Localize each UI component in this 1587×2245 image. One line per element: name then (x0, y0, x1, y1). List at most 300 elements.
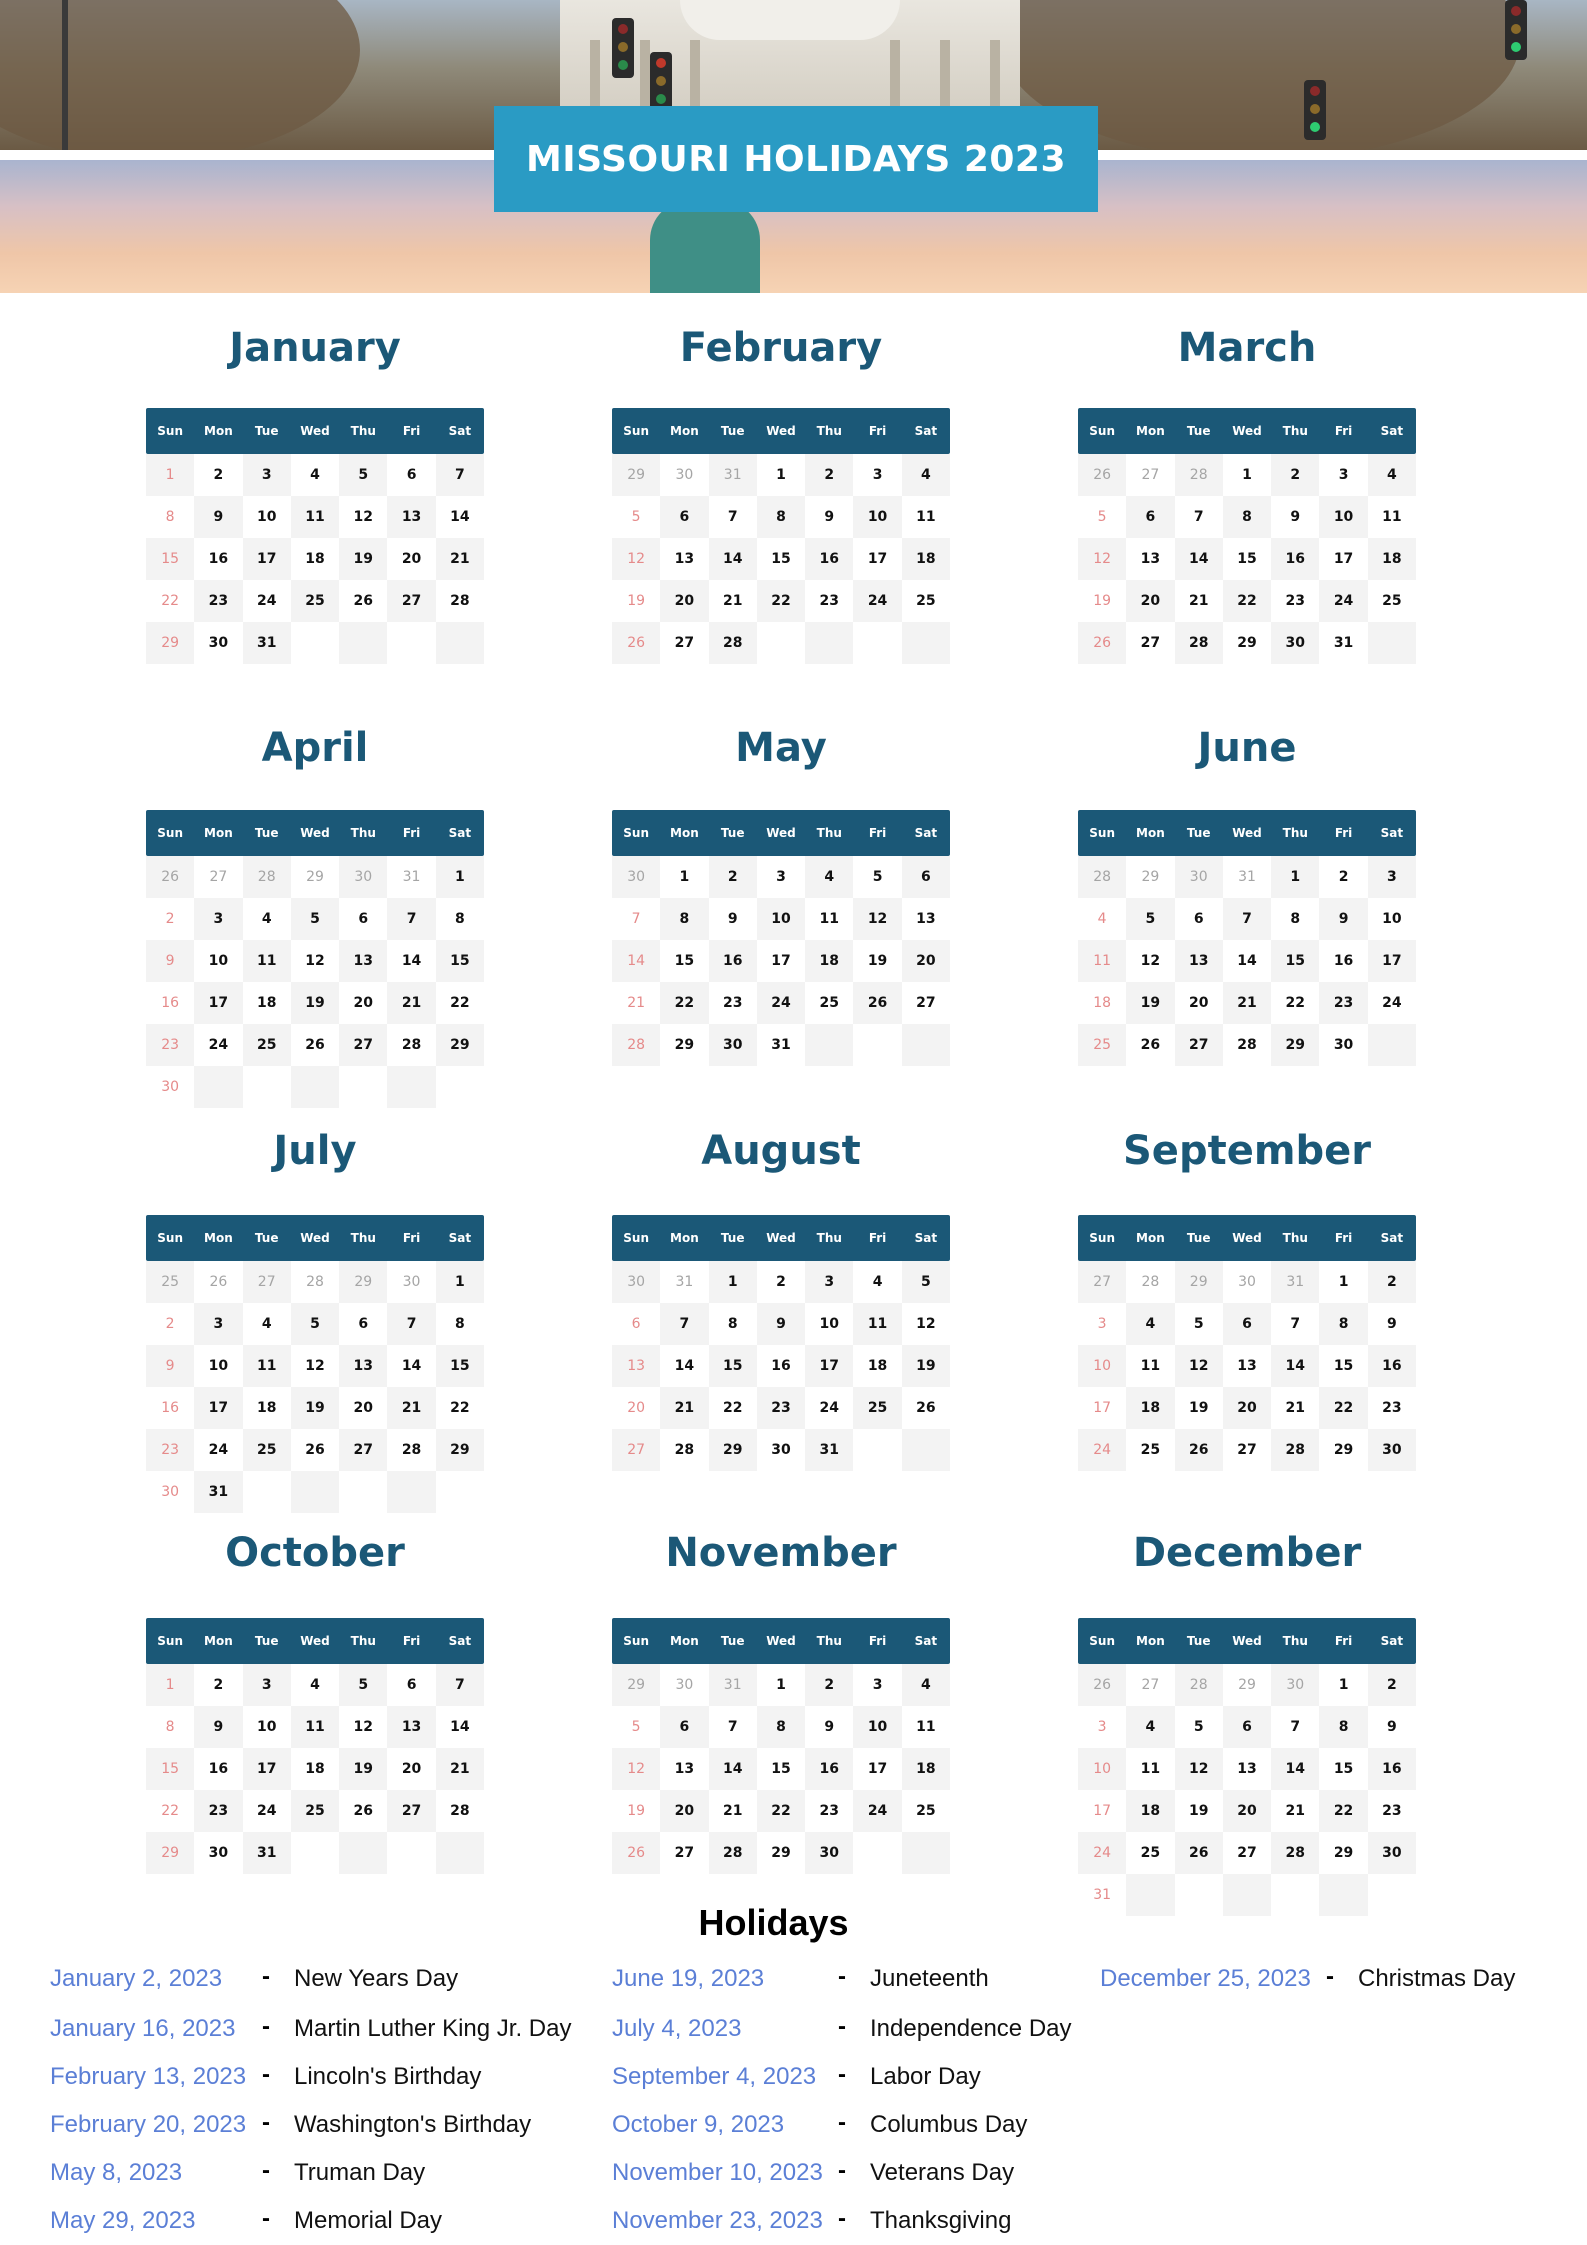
day-cell: 6 (1126, 496, 1174, 538)
day-cell: 9 (194, 1706, 242, 1748)
day-cell: 19 (339, 1748, 387, 1790)
weekday-label: Mon (670, 424, 699, 438)
day-cell: 6 (406, 467, 417, 483)
holiday-date: February 13, 2023 (50, 2063, 247, 2090)
day-cell: 26 (209, 1274, 228, 1290)
empty-cell (291, 1832, 339, 1874)
holiday-row (612, 2062, 1130, 2092)
day-grid (612, 454, 950, 664)
day-cell: 26 (1175, 1429, 1223, 1471)
weekday-label: Mon (204, 826, 233, 840)
day-cell: 20 (902, 940, 950, 982)
separator-dash: - (262, 1963, 270, 1990)
weekday-header (1078, 810, 1416, 856)
day-cell: 3 (243, 1664, 291, 1706)
month-name: May (735, 725, 827, 771)
day-cell: 30 (612, 1261, 660, 1303)
day-cell: 14 (401, 1358, 422, 1374)
holiday-name: Truman Day (294, 2159, 426, 2186)
day-cell: 2 (213, 467, 224, 483)
day-cell: 28 (401, 1037, 422, 1053)
day-cell: 23 (1319, 982, 1367, 1024)
day-cell: 24 (853, 1790, 901, 1832)
day-cell: 30 (208, 635, 229, 651)
day-cell: 28 (1141, 1274, 1160, 1290)
day-cell: 31 (709, 454, 757, 496)
day-cell: 20 (353, 1400, 374, 1416)
traffic-light-icon (1505, 0, 1527, 60)
day-cell: 21 (1223, 982, 1271, 1024)
weekday-label: Sun (623, 826, 649, 840)
day-cell: 19 (627, 593, 646, 609)
empty-cell (387, 1832, 435, 1874)
month-june (1078, 720, 1416, 1053)
day-cell: 12 (853, 898, 901, 940)
empty-cell (339, 1832, 387, 1874)
day-cell: 8 (454, 911, 465, 927)
day-cell: 13 (1140, 551, 1161, 567)
day-cell: 31 (1333, 635, 1354, 651)
day-cell: 12 (916, 1316, 936, 1332)
day-cell: 26 (1140, 1037, 1161, 1053)
day-cell: 19 (291, 1387, 339, 1429)
day-cell: 21 (627, 995, 646, 1011)
day-cell: 8 (1319, 1303, 1367, 1345)
day-cell: 12 (353, 1719, 374, 1735)
month-table (146, 1215, 484, 1513)
weekday-label: Sat (1380, 1231, 1404, 1245)
empty-cell (853, 1024, 901, 1066)
month-january (146, 320, 484, 651)
day-cell: 16 (1271, 538, 1319, 580)
day-cell: 9 (1319, 898, 1367, 940)
empty-cell (853, 1429, 901, 1471)
day-cell: 3 (872, 467, 883, 483)
day-cell: 13 (1237, 1761, 1257, 1777)
day-cell: 19 (1188, 1400, 1209, 1416)
weekday-header (612, 408, 950, 454)
header-banner (0, 0, 1587, 293)
holiday-row (50, 2158, 554, 2188)
day-cell: 27 (674, 635, 695, 651)
day-cell: 13 (387, 1706, 435, 1748)
weekday-label: Tue (1186, 1231, 1211, 1245)
month-table (1078, 1215, 1416, 1471)
day-cell: 14 (1175, 538, 1223, 580)
day-cell: 5 (872, 869, 883, 885)
day-cell: 20 (660, 580, 708, 622)
day-cell: 12 (612, 1748, 660, 1790)
day-cell: 30 (161, 1484, 180, 1500)
day-cell: 14 (709, 538, 757, 580)
day-cell: 8 (727, 1316, 738, 1332)
day-cell: 15 (1333, 1761, 1354, 1777)
traffic-light-icon (612, 18, 634, 78)
weekday-label: Wed (1232, 826, 1262, 840)
day-cell: 16 (805, 538, 853, 580)
empty-cell (853, 622, 901, 664)
day-cell: 10 (256, 509, 277, 525)
weekday-label: Tue (254, 826, 279, 840)
day-cell: 31 (1271, 1261, 1319, 1303)
weekday-label: Mon (1136, 1634, 1165, 1648)
day-cell: 31 (771, 1037, 791, 1053)
day-cell: 13 (339, 940, 387, 982)
weekday-label: Sat (448, 1634, 472, 1648)
day-cell: 17 (1093, 1400, 1112, 1416)
day-cell: 19 (1188, 1803, 1209, 1819)
day-cell: 25 (819, 995, 840, 1011)
day-cell: 25 (291, 580, 339, 622)
weekday-header (1078, 408, 1416, 454)
day-cell: 10 (208, 1358, 229, 1374)
weekday-label: Wed (300, 1634, 330, 1648)
day-cell: 8 (757, 496, 805, 538)
day-cell: 2 (805, 454, 853, 496)
day-cell: 1 (1338, 1677, 1349, 1693)
day-cell: 12 (1078, 538, 1126, 580)
day-cell: 30 (1333, 1037, 1354, 1053)
day-cell: 23 (146, 1024, 194, 1066)
day-cell: 29 (709, 1429, 757, 1471)
weekday-label: Sat (448, 424, 472, 438)
day-cell: 2 (1271, 454, 1319, 496)
separator-dash: - (838, 2013, 846, 2040)
month-august (612, 1123, 950, 1458)
day-cell: 25 (243, 1429, 291, 1471)
month-december (1078, 1525, 1416, 1903)
empty-cell (387, 622, 435, 664)
weekday-header (146, 1618, 484, 1664)
separator-dash: - (1326, 1963, 1334, 1990)
day-cell: 1 (436, 856, 484, 898)
day-cell: 3 (872, 1677, 883, 1693)
day-cell: 30 (402, 1274, 421, 1290)
day-cell: 10 (757, 898, 805, 940)
month-may (612, 720, 950, 1053)
day-cell: 12 (612, 538, 660, 580)
day-cell: 21 (1285, 1400, 1306, 1416)
day-cell: 27 (1140, 635, 1161, 651)
empty-cell (436, 1832, 484, 1874)
day-cell: 29 (436, 1024, 484, 1066)
day-cell: 4 (902, 454, 950, 496)
weekday-label: Mon (204, 1634, 233, 1648)
day-cell: 29 (1333, 1845, 1354, 1861)
day-cell: 17 (194, 1387, 242, 1429)
day-cell: 14 (1271, 1748, 1319, 1790)
day-cell: 25 (916, 1803, 936, 1819)
day-cell: 29 (1271, 1024, 1319, 1066)
day-cell: 25 (1140, 1442, 1161, 1458)
day-cell: 8 (1290, 911, 1301, 927)
weekday-label: Fri (1334, 1634, 1353, 1648)
day-cell: 11 (1140, 1358, 1161, 1374)
holiday-name: Martin Luther King Jr. Day (294, 2015, 572, 2042)
day-cell: 16 (208, 551, 229, 567)
holiday-date: November 23, 2023 (612, 2207, 823, 2234)
weekday-label: Mon (1136, 1231, 1165, 1245)
day-cell: 28 (450, 1803, 470, 1819)
weekday-header (1078, 1618, 1416, 1664)
day-cell: 26 (353, 593, 374, 609)
day-cell: 26 (1078, 622, 1126, 664)
day-cell: 10 (819, 1316, 840, 1332)
day-cell: 30 (339, 856, 387, 898)
day-cell: 7 (436, 1664, 484, 1706)
day-cell: 23 (194, 580, 242, 622)
day-cell: 20 (1223, 1387, 1271, 1429)
holiday-row (612, 2014, 1130, 2044)
holiday-name: Labor Day (870, 2063, 981, 2090)
day-cell: 22 (450, 1400, 470, 1416)
holiday-row (50, 2062, 554, 2092)
weekday-label: Thu (350, 826, 376, 840)
day-cell: 5 (291, 1303, 339, 1345)
day-cell: 20 (1223, 1790, 1271, 1832)
day-cell: 6 (1193, 911, 1204, 927)
day-cell: 25 (1382, 593, 1402, 609)
month-october (146, 1525, 484, 1861)
weekday-label: Tue (1186, 826, 1211, 840)
day-cell: 9 (757, 1303, 805, 1345)
day-cell: 6 (406, 1677, 417, 1693)
day-cell: 1 (146, 454, 194, 496)
day-cell: 29 (612, 1664, 660, 1706)
separator-dash: - (262, 2205, 270, 2232)
day-cell: 20 (1188, 995, 1209, 1011)
holiday-name: Washington's Birthday (294, 2111, 532, 2138)
day-cell: 24 (819, 1400, 840, 1416)
day-cell: 17 (1368, 940, 1416, 982)
day-cell: 18 (867, 1358, 888, 1374)
day-cell: 4 (805, 856, 853, 898)
day-cell: 10 (1319, 496, 1367, 538)
holiday-date: May 8, 2023 (50, 2159, 183, 2186)
holiday-name: Juneteenth (870, 1965, 989, 1992)
weekday-header (146, 1215, 484, 1261)
day-cell: 26 (612, 622, 660, 664)
day-cell: 7 (387, 898, 435, 940)
day-cell: 25 (146, 1261, 194, 1303)
weekday-label: Wed (1232, 1634, 1262, 1648)
day-grid (612, 856, 950, 1066)
day-cell: 2 (776, 1274, 786, 1290)
day-cell: 6 (902, 856, 950, 898)
day-cell: 15 (674, 953, 695, 969)
day-cell: 22 (722, 1400, 743, 1416)
empty-cell (902, 1832, 950, 1874)
day-cell: 16 (161, 995, 180, 1011)
day-cell: 27 (339, 1429, 387, 1471)
day-cell: 9 (146, 940, 194, 982)
day-cell: 10 (1078, 1748, 1126, 1790)
day-cell: 18 (1126, 1790, 1174, 1832)
day-cell: 26 (612, 1832, 660, 1874)
separator-dash: - (262, 2109, 270, 2136)
day-cell: 13 (339, 1345, 387, 1387)
day-cell: 15 (146, 1748, 194, 1790)
day-cell: 17 (1093, 1803, 1112, 1819)
page-title: MISSOURI HOLIDAYS 2023 (525, 138, 1067, 180)
holiday-row (612, 2158, 1130, 2188)
day-cell: 18 (305, 551, 325, 567)
day-cell: 7 (387, 1303, 435, 1345)
day-cell: 17 (771, 953, 791, 969)
day-cell: 18 (305, 1761, 325, 1777)
day-cell: 15 (771, 1761, 791, 1777)
holiday-date: September 4, 2023 (612, 2063, 817, 2090)
day-cell: 10 (208, 953, 229, 969)
day-cell: 28 (709, 622, 757, 664)
day-cell: 29 (306, 869, 324, 885)
holiday-row (50, 2206, 554, 2236)
day-cell: 29 (1141, 869, 1160, 885)
weekday-label: Fri (868, 424, 887, 438)
day-cell: 11 (243, 1345, 291, 1387)
holiday-row (50, 1964, 554, 1994)
day-cell: 18 (902, 538, 950, 580)
day-cell: 29 (146, 1832, 194, 1874)
day-cell: 1 (1242, 467, 1252, 483)
weekday-label: Fri (402, 1634, 421, 1648)
empty-cell (902, 1024, 950, 1066)
day-cell: 24 (256, 593, 277, 609)
day-cell: 8 (757, 1706, 805, 1748)
day-cell: 1 (1271, 856, 1319, 898)
day-cell: 9 (194, 496, 242, 538)
day-cell: 28 (1237, 1037, 1257, 1053)
weekday-label: Wed (766, 826, 796, 840)
day-cell: 12 (305, 1358, 325, 1374)
day-cell: 28 (1078, 856, 1126, 898)
day-cell: 20 (401, 551, 422, 567)
day-cell: 23 (194, 1790, 242, 1832)
day-grid (146, 454, 484, 664)
day-cell: 9 (824, 509, 835, 525)
day-cell: 25 (1140, 1845, 1161, 1861)
day-cell: 28 (1271, 1429, 1319, 1471)
weekday-label: Sun (157, 1231, 183, 1245)
day-cell: 3 (1097, 1719, 1107, 1735)
weekday-label: Thu (350, 1231, 376, 1245)
holiday-row (1100, 1964, 1587, 1994)
weekday-label: Sat (448, 1231, 472, 1245)
day-cell: 11 (1078, 940, 1126, 982)
day-cell: 3 (243, 454, 291, 496)
day-cell: 4 (310, 1677, 320, 1693)
day-cell: 30 (675, 467, 694, 483)
month-table (146, 408, 484, 664)
empty-cell (291, 1066, 339, 1108)
day-cell: 21 (387, 982, 435, 1024)
weekday-label: Sun (1089, 826, 1115, 840)
day-cell: 16 (1368, 1748, 1416, 1790)
holiday-name: New Years Day (294, 1965, 459, 1992)
weekday-label: Thu (816, 826, 842, 840)
day-cell: 4 (1368, 454, 1416, 496)
day-cell: 15 (1237, 551, 1257, 567)
month-name: November (665, 1530, 897, 1576)
empty-cell (387, 1471, 435, 1513)
holiday-date: July 4, 2023 (612, 2015, 742, 2042)
day-cell: 31 (194, 1471, 242, 1513)
day-cell: 29 (339, 1261, 387, 1303)
month-table (612, 1618, 950, 1874)
day-cell: 28 (401, 1442, 422, 1458)
weekday-label: Tue (254, 1231, 279, 1245)
day-grid (146, 1261, 484, 1513)
day-cell: 15 (1333, 1358, 1354, 1374)
holiday-name: Columbus Day (870, 2111, 1028, 2138)
day-cell: 18 (1368, 538, 1416, 580)
weekday-label: Thu (816, 424, 842, 438)
day-cell: 31 (675, 1274, 694, 1290)
day-cell: 15 (146, 538, 194, 580)
day-cell: 20 (660, 1790, 708, 1832)
day-cell: 27 (1141, 467, 1160, 483)
weekday-label: Fri (1334, 424, 1353, 438)
day-cell: 8 (1319, 1706, 1367, 1748)
day-cell: 3 (1338, 467, 1349, 483)
weekday-header (612, 1618, 950, 1664)
weekday-header (612, 810, 950, 856)
weekday-label: Mon (670, 1231, 699, 1245)
day-cell: 5 (902, 1261, 950, 1303)
holiday-date: May 29, 2023 (50, 2207, 196, 2234)
day-grid (146, 856, 484, 1108)
empty-cell (291, 1471, 339, 1513)
day-cell: 30 (1368, 1832, 1416, 1874)
empty-cell (902, 1429, 950, 1471)
weekday-label: Mon (1136, 424, 1165, 438)
day-cell: 30 (675, 1677, 694, 1693)
holiday-date: February 20, 2023 (50, 2111, 247, 2138)
day-cell: 17 (867, 1761, 888, 1777)
day-cell: 20 (353, 995, 374, 1011)
day-cell: 14 (612, 940, 660, 982)
day-cell: 6 (631, 1316, 641, 1332)
day-cell: 15 (1271, 940, 1319, 982)
day-cell: 26 (916, 1400, 936, 1416)
weekday-label: Sun (1089, 1231, 1115, 1245)
day-cell: 4 (310, 467, 320, 483)
day-cell: 16 (771, 1358, 791, 1374)
day-cell: 21 (436, 538, 484, 580)
day-cell: 21 (660, 1387, 708, 1429)
day-cell: 6 (1223, 1706, 1271, 1748)
empty-cell (436, 1471, 484, 1513)
weekday-label: Wed (766, 424, 796, 438)
separator-dash: - (838, 1963, 846, 1990)
weekday-label: Wed (766, 1231, 796, 1245)
day-cell: 31 (243, 622, 291, 664)
day-cell: 21 (722, 1803, 743, 1819)
day-cell: 25 (1078, 1024, 1126, 1066)
day-cell: 22 (757, 1790, 805, 1832)
day-cell: 27 (1237, 1845, 1257, 1861)
day-cell: 2 (213, 1677, 224, 1693)
day-cell: 3 (1368, 856, 1416, 898)
month-table (612, 1215, 950, 1471)
day-cell: 22 (1319, 1790, 1367, 1832)
day-cell: 31 (243, 1832, 291, 1874)
day-cell: 26 (305, 1037, 325, 1053)
day-cell: 29 (771, 1845, 791, 1861)
day-cell: 30 (161, 1079, 180, 1095)
day-cell: 20 (401, 1761, 422, 1777)
day-cell: 27 (674, 1845, 695, 1861)
